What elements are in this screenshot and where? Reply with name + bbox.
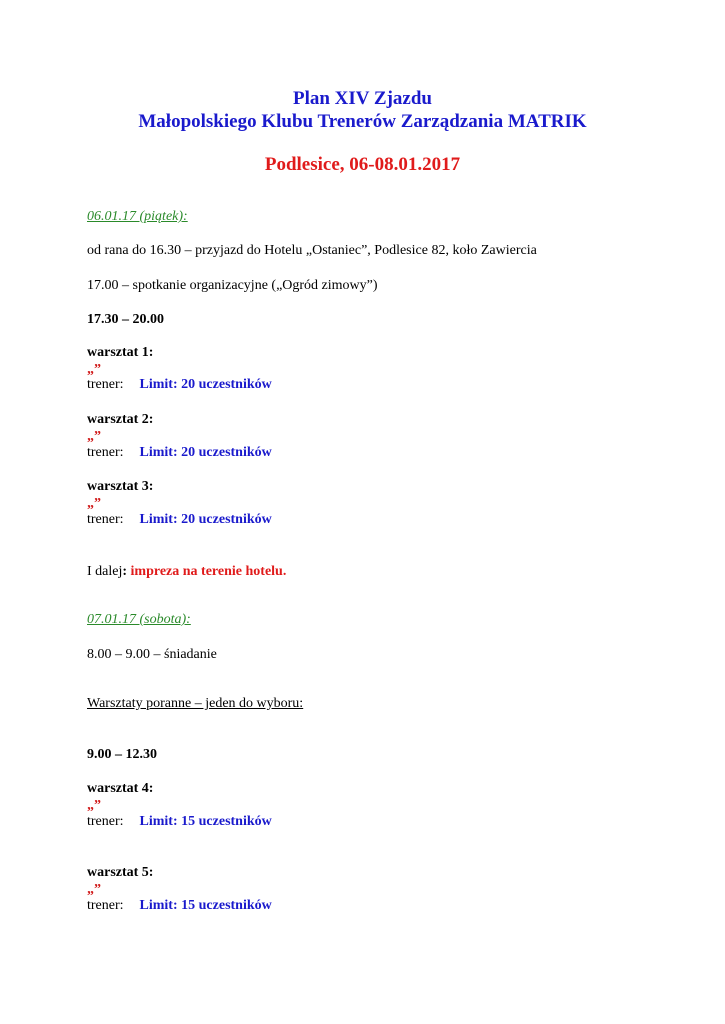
workshop-5-trainer-label: trener: [87, 898, 124, 913]
day1-date: 06.01.17 (piątek): [87, 209, 188, 224]
workshop-2-trainer-row [87, 445, 272, 461]
workshop-5-quote: „” [87, 882, 101, 897]
workshop-2-limit: Limit: 20 uczestników [139, 445, 272, 460]
day1-then-event: impreza na terenie hotelu. [130, 564, 287, 579]
workshop-3-label: warsztat 3: [87, 479, 154, 494]
workshop-1-limit: Limit: 20 uczestników [139, 377, 272, 392]
title-line-2: Małopolskiego Klubu Trenerów Zarządzania MATRIK [138, 111, 587, 132]
place-date: Podlesice, 06-08.01.2017 [264, 154, 461, 175]
day2-time-block: 9.00 – 12.30 [87, 747, 157, 762]
day2-date: 07.01.17 (sobota): [87, 612, 191, 627]
workshop-2-quote: „” [87, 429, 101, 444]
workshop-1-quote: „” [87, 362, 101, 377]
workshop-1-label: warsztat 1: [87, 345, 154, 360]
day1-then-row [87, 564, 286, 580]
title-line-1: Plan XIV Zjazdu [292, 88, 432, 109]
workshop-3-quote: „” [87, 496, 101, 511]
workshop-3-trainer-row [87, 512, 272, 528]
workshop-3-limit: Limit: 20 uczestników [139, 512, 272, 527]
workshop-4-quote: „” [87, 798, 101, 813]
workshop-4-label: warsztat 4: [87, 781, 154, 796]
workshop-5-label: warsztat 5: [87, 865, 154, 880]
workshop-4-trainer-label: trener: [87, 814, 124, 829]
day2-morning-workshops: Warsztaty poranne – jeden do wyboru: [87, 696, 304, 711]
day1-arrival: od rana do 16.30 – przyjazd do Hotelu „Ostaniec”, Podlesice 82, koło Zawiercia [87, 243, 537, 258]
workshop-1-trainer-row [87, 377, 272, 393]
day2-breakfast: 8.00 – 9.00 – śniadanie [87, 647, 217, 662]
day1-time-block: 17.30 – 20.00 [87, 312, 164, 327]
workshop-4-limit: Limit: 15 uczestników [139, 814, 272, 829]
day1-then-colon: : [122, 564, 128, 579]
day1-meeting: 17.00 – spotkanie organizacyjne („Ogród zimowy”) [87, 278, 378, 293]
workshop-4-trainer-row [87, 814, 272, 830]
workshop-3-trainer-label: trener: [87, 512, 124, 527]
workshop-2-label: warsztat 2: [87, 412, 154, 427]
workshop-5-limit: Limit: 15 uczestników [139, 898, 272, 913]
day1-then-prefix: I dalej [87, 564, 123, 579]
workshop-1-trainer-label: trener: [87, 377, 124, 392]
workshop-2-trainer-label: trener: [87, 445, 124, 460]
workshop-5-trainer-row [87, 898, 272, 914]
